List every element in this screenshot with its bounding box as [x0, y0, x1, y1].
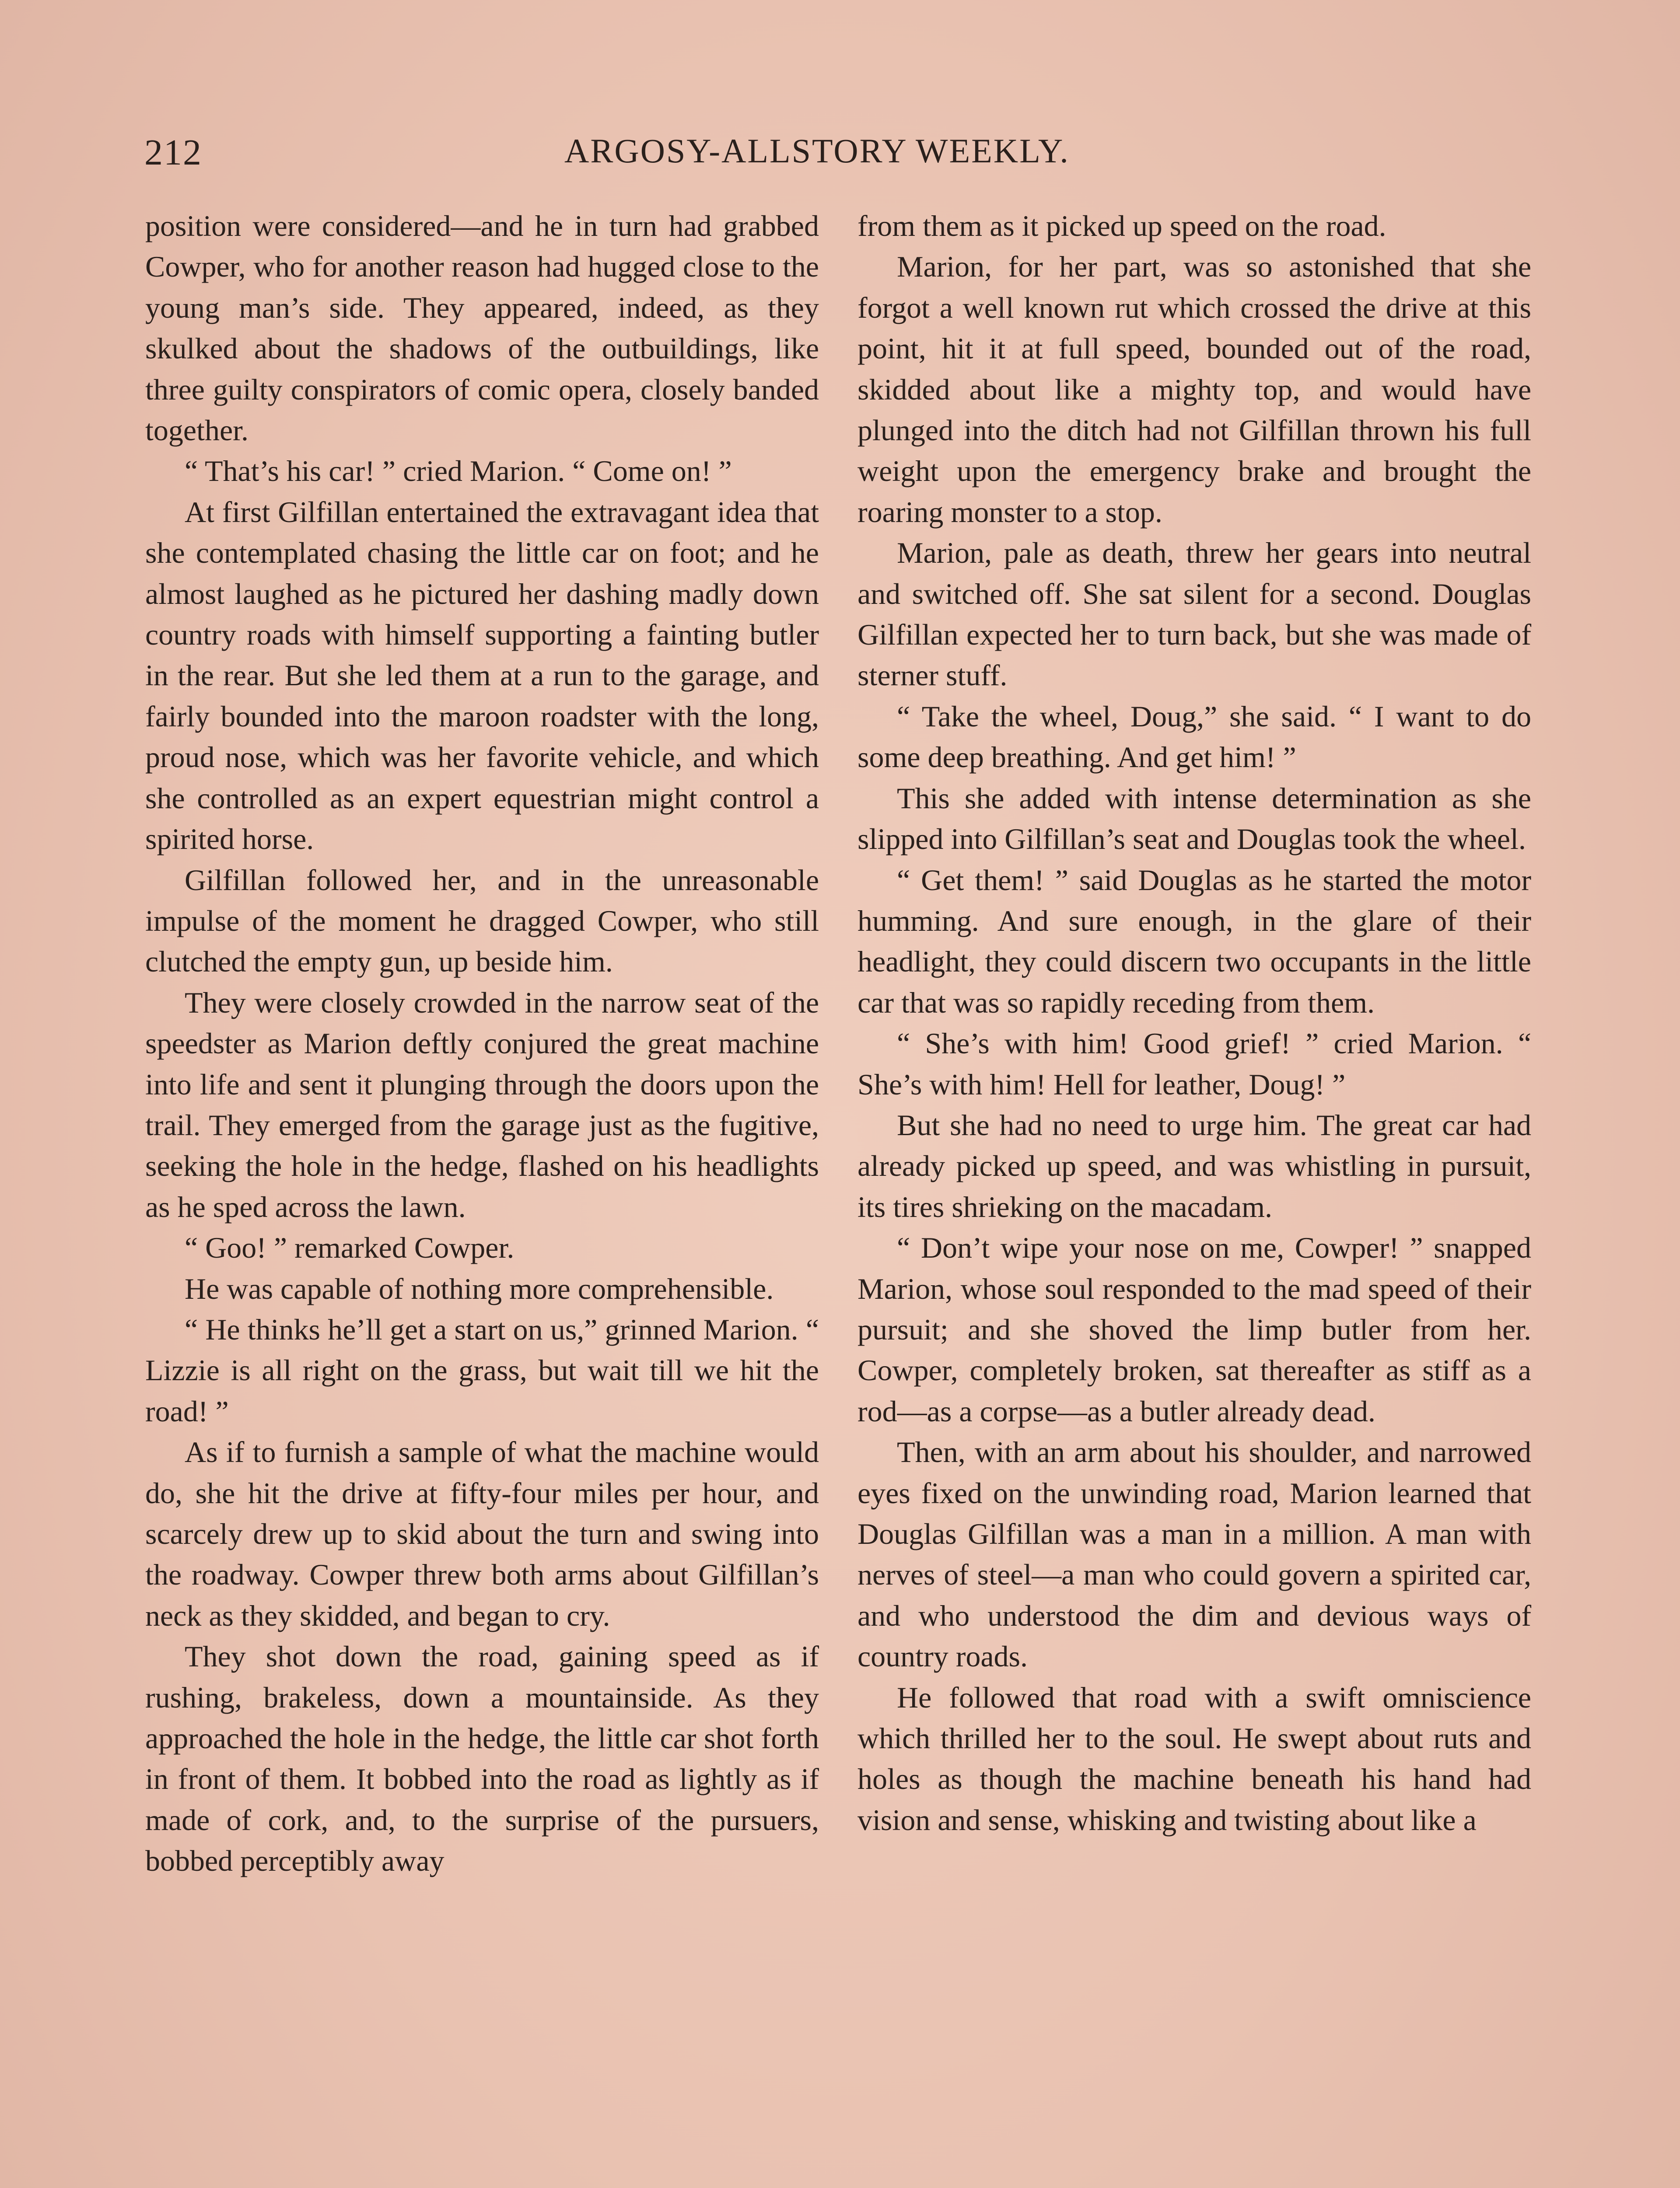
- paragraph: He followed that road with a swift omniscience which thrilled her to the soul. He swept about ruts and holes as though the machine beneath his hand had vision and sense, whisking and twisting about like a: [858, 1680, 1531, 1837]
- paragraph: But she had no need to urge him. The great car had already picked up speed, and was whistling in pursuit, its tires shrieking on the macadam.: [858, 1108, 1531, 1224]
- paragraph: “ That’s his car! ” cried Marion. “ Come on! ”: [185, 454, 732, 488]
- paragraph: “ He thinks he’ll get a start on us,” grinned Marion. “ Lizzie is all right on the grass, but wait till we hit the road! ”: [145, 1312, 819, 1428]
- paragraph: Marion, pale as death, threw her gears into neutral and switched off. She sat silent for a second. Douglas Gilfillan expected her to turn back, but she was made of sterner stuff.: [858, 536, 1531, 692]
- paragraph: Marion, for her part, was so astonished that she forgot a well known rut which crossed the drive at this point, hit it at full speed, bounded out of the road, skidded about like a mighty top, and would have plunged into the ditch had not Gilfillan thrown his full weight upon the emergency brake and brought the roaring monster to a stop.: [858, 250, 1531, 529]
- paragraph: from them as it picked up speed on the road.: [858, 209, 1386, 242]
- paragraph: This she added with intense determination as she slipped into Gilfillan’s seat and Douglas took the wheel.: [858, 781, 1531, 856]
- right-column: [858, 206, 1531, 1841]
- page-header: [144, 131, 1536, 188]
- paragraph: They shot down the road, gaining speed as if rushing, brakeless, down a mountainside. As they approached the hole in the hedge, the little car shot forth in front of them. It bobbed into the road as lightly as if made of cork, and, to the surprise of the pursuers, bobbed perceptibly away: [145, 1640, 819, 1878]
- paragraph: “ Take the wheel, Doug,” she said. “ I want to do some deep breathing. And get him! ”: [858, 699, 1531, 774]
- paragraph: At first Gilfillan entertained the extravagant idea that she contemplated chasing the little car on foot; and he almost laughed as he pictured her dashing madly down country roads with himself supporting a fainting butler in the rear. But she led them at a run to the garage, and fairly bounded into the maroon roadster with the long, proud nose, which was her favorite vehicle, and which she controlled as an expert equestrian might control a spirited horse.: [145, 495, 819, 856]
- paragraph: He was capable of nothing more comprehensible.: [185, 1272, 774, 1305]
- paragraph: They were closely crowded in the narrow seat of the speedster as Marion deftly conjured the great machine into life and sent it plunging through the doors upon the trail. They emerged from the garage just as the fugitive, seeking the hole in the hedge, flashed on his headlights as he sped across the lawn.: [145, 985, 819, 1224]
- left-column: [145, 206, 819, 1882]
- page-number: 212: [144, 132, 202, 173]
- paragraph: “ She’s with him! Good grief! ” cried Marion. “ She’s with him! Hell for leather, Doug! ”: [858, 1027, 1531, 1101]
- paragraph: Then, with an arm about his shoulder, and narrowed eyes fixed on the unwinding road, Marion learned that Douglas Gilfillan was a man in a million. A man with nerves of steel—a man who could govern a spirited car, and who understood the dim and devious ways of country roads.: [858, 1435, 1531, 1673]
- paragraph: Gilfillan followed her, and in the unreasonable impulse of the moment he dragged Cowper, who still clutched the empty gun, up beside him.: [145, 863, 819, 978]
- paragraph: “ Get them! ” said Douglas as he started the motor humming. And sure enough, in the glare of their headlight, they could discern two occupants in the little car that was so rapidly receding from them.: [858, 863, 1531, 1019]
- paragraph: position were considered—and he in turn had grabbed Cowper, who for another reason had hugged close to the young man’s side. They appeared, indeed, as they skulked about the shadows of the outbuildings, like three guilty conspirators of comic opera, closely banded together.: [145, 209, 819, 447]
- paragraph: “ Don’t wipe your nose on me, Cowper! ” snapped Marion, whose soul responded to the mad speed of their pursuit; and she shoved the limp butler from her. Cowper, completely broken, sat thereafter as stiff as a rod—as a corpse—as a butler already dead.: [858, 1231, 1531, 1428]
- paragraph: “ Goo! ” remarked Cowper.: [185, 1231, 514, 1265]
- running-head: ARGOSY-ALLSTORY WEEKLY.: [564, 132, 1070, 170]
- paragraph: As if to furnish a sample of what the machine would do, she hit the drive at fifty-four miles per hour, and scarcely drew up to skid about the turn and swing into the roadway. Cowper threw both arms about Gilfillan’s neck as they skidded, and began to cry.: [145, 1435, 819, 1632]
